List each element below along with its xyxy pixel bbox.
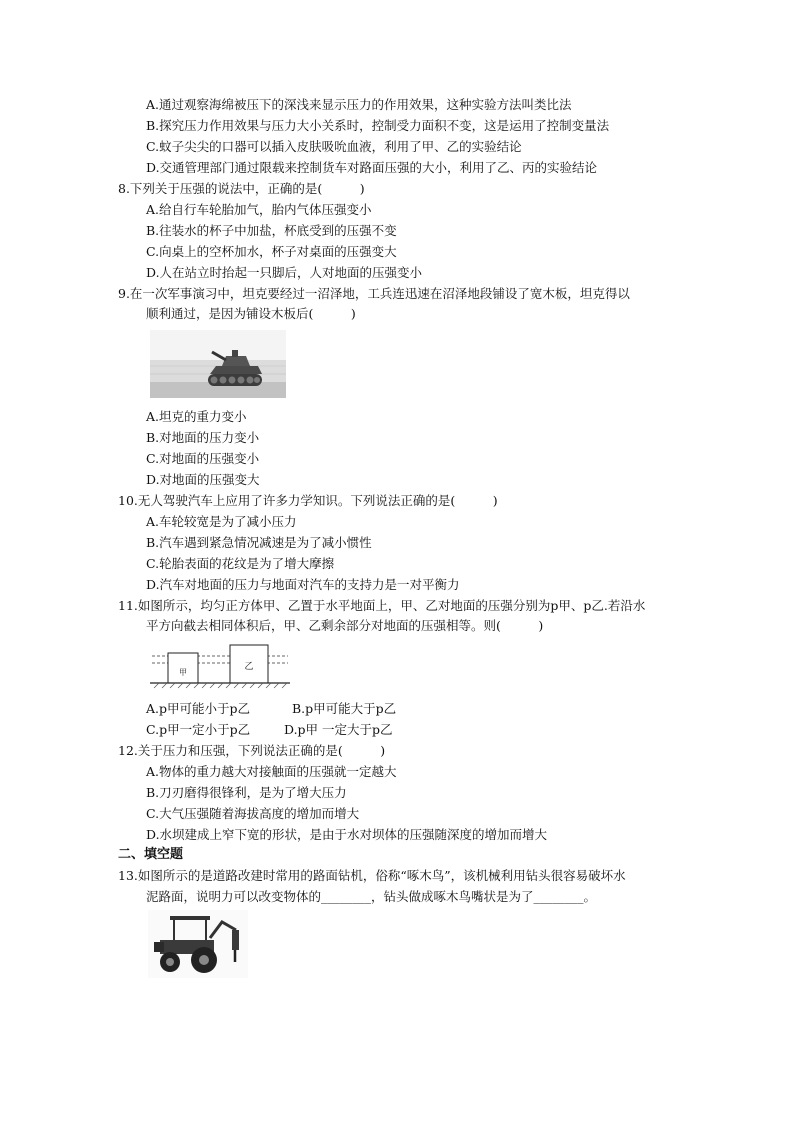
q9-stem-line2: 顺利通过，是因为铺设木板后( ) xyxy=(146,306,356,321)
q8-option-c: C.向桌上的空杯加水，杯子对桌面的压强变大 xyxy=(146,244,397,259)
q12-option-a: A.物体的重力越大对接触面的压强就一定越大 xyxy=(146,764,397,779)
q10-stem: 10.无人驾驶汽车上应用了许多力学知识。下列说法正确的是( ) xyxy=(118,493,498,508)
q10-option-d: D.汽车对地面的压力与地面对汽车的支持力是一对平衡力 xyxy=(146,577,460,592)
q8-option-d: D.人在站立时抬起一只脚后，人对地面的压强变小 xyxy=(146,265,423,280)
q11-stem-line1: 11.如图所示，均匀正方体甲、乙置于水平地面上，甲、乙对地面的压强分别为p甲、p乙.若沿水 xyxy=(118,598,646,613)
q9-option-c: C.对地面的压强变小 xyxy=(146,451,260,466)
q10-option-b: B.汽车遇到紧急情况减速是为了减小惯性 xyxy=(146,535,372,550)
q11-stem-line2: 平方向截去相同体积后，甲、乙剩余部分对地面的压强相等。则( ) xyxy=(146,618,544,633)
q11-option-a: A.p甲可能小于p乙 xyxy=(146,701,251,716)
q8-stem: 8.下列关于压强的说法中，正确的是( ) xyxy=(118,181,365,196)
cubes-diagram xyxy=(150,642,290,690)
section-heading-fill-in: 二、填空题 xyxy=(118,847,184,862)
cube-jia-label: 甲 xyxy=(179,668,187,677)
q8-option-a: A.给自行车轮胎加气，胎内气体压强变小 xyxy=(146,202,372,217)
q12-option-d: D.水坝建成上窄下宽的形状，是由于水对坝体的压强随深度的增加而增大 xyxy=(146,827,548,842)
q9-option-a: A.坦克的重力变小 xyxy=(146,409,247,424)
q11-option-c: C.p甲一定小于p乙 xyxy=(146,722,251,737)
q7-option-c: C.蚊子尖尖的口器可以插入皮肤吸吮血液，利用了甲、乙的实验结论 xyxy=(146,139,522,154)
q7-option-d: D.交通管理部门通过限载来控制货车对路面压强的大小，利用了乙、丙的实验结论 xyxy=(146,160,598,175)
q7-option-b: B.探究压力作用效果与压力大小关系时，控制受力面积不变，这是运用了控制变量法 xyxy=(146,118,610,133)
q11-option-b: B.p甲可能大于p乙 xyxy=(292,701,397,716)
q13-stem-line2: 泥路面，说明力可以改变物体的________，钻头做成啄木鸟嘴状是为了________。 xyxy=(146,889,597,904)
q7-option-a: A.通过观察海绵被压下的深浅来显示压力的作用效果，这种实验方法叫类比法 xyxy=(146,97,572,112)
q9-option-d: D.对地面的压强变大 xyxy=(146,472,260,487)
q12-option-b: B.刀刃磨得很锋利，是为了增大压力 xyxy=(146,785,347,800)
q10-option-a: A.车轮较宽是为了减小压力 xyxy=(146,514,297,529)
q12-stem: 12.关于压力和压强，下列说法正确的是( ) xyxy=(118,743,386,758)
q11-option-d: D.p甲 一定大于p乙 xyxy=(284,722,393,737)
q13-stem-line1: 13.如图所示的是道路改建时常用的路面钻机，俗称“啄木鸟”，该机械利用钻头很容易破坏水 xyxy=(118,868,626,883)
q10-option-c: C.轮胎表面的花纹是为了增大摩擦 xyxy=(146,556,335,571)
road-drill-photo xyxy=(148,910,248,978)
q12-option-c: C.大气压强随着海拔高度的增加而增大 xyxy=(146,806,360,821)
tank-photo xyxy=(150,330,286,398)
q8-option-b: B.往装水的杯子中加盐，杯底受到的压强不变 xyxy=(146,223,397,238)
q9-option-b: B.对地面的压力变小 xyxy=(146,430,260,445)
q9-stem-line1: 9.在一次军事演习中，坦克要经过一沼泽地，工兵连迅速在沼泽地段铺设了宽木板，坦克得以 xyxy=(118,286,630,301)
cube-yi-label: 乙 xyxy=(244,662,254,672)
